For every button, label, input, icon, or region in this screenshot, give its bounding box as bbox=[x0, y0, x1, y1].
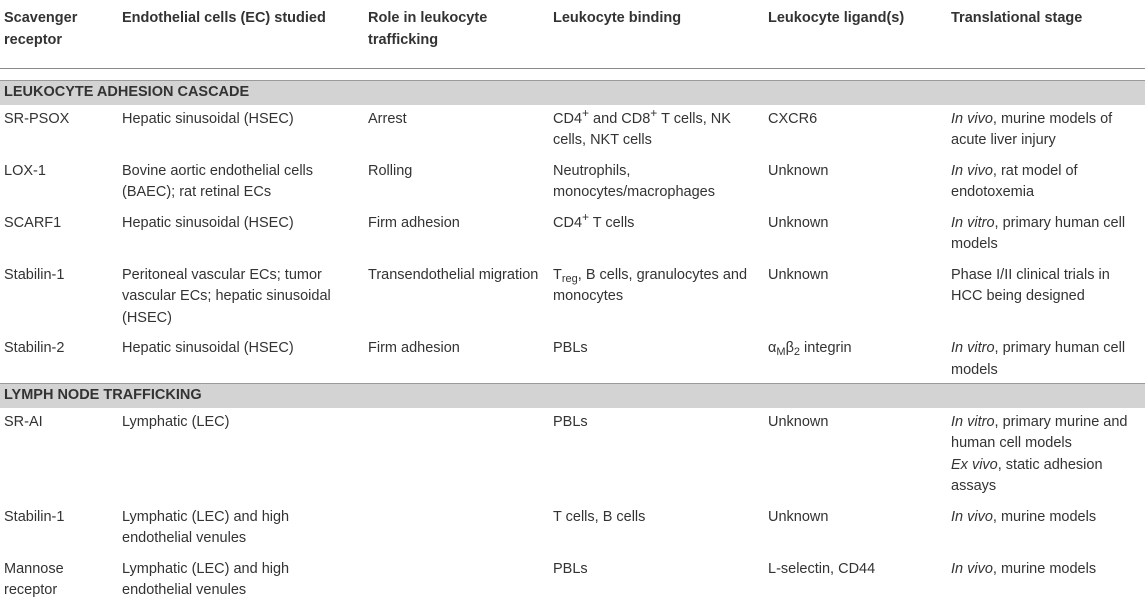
role-cell: Firm adhesion bbox=[368, 214, 460, 231]
stage-cell: In vivo, murine models bbox=[951, 560, 1097, 577]
ligand-cell: Unknown bbox=[768, 162, 829, 179]
stage-cell: In vitro, primary human cell models bbox=[951, 214, 1126, 252]
role-cell: Arrest bbox=[368, 110, 407, 127]
binding-cell: Neutrophils, monocytes/macrophages bbox=[553, 162, 715, 200]
section-header bbox=[0, 81, 1145, 105]
header-cell: Leukocyte binding bbox=[549, 0, 764, 69]
binding-cell: PBLs bbox=[553, 560, 588, 577]
role-cell bbox=[364, 555, 549, 607]
ligand-cell: Unknown bbox=[768, 413, 829, 430]
receptor-cell: Mannose receptor bbox=[4, 560, 64, 598]
stage-cell: In vitro, primary murine and human cell models Ex vivo, static adhesion assays bbox=[951, 413, 1128, 494]
binding-cell: PBLs bbox=[553, 340, 588, 356]
section-label: LEUKOCYTE ADHESION CASCADE bbox=[0, 81, 1145, 105]
stage-cell: Phase I/II clinical trials in HCC being designed bbox=[951, 266, 1110, 304]
header-cell: Role in leukocyte trafficking bbox=[364, 0, 549, 69]
ec-cell: Lymphatic (LEC) and high endothelial venules bbox=[122, 508, 290, 546]
ligand-cell: Unknown bbox=[768, 266, 829, 283]
receptor-cell: Stabilin-1 bbox=[4, 508, 65, 525]
table-row bbox=[0, 105, 1145, 157]
receptor-cell: Stabilin-1 bbox=[4, 266, 65, 283]
stage-cell: In vivo, rat model of endotoxemia bbox=[951, 162, 1078, 200]
stage-cell: In vivo, murine models of acute liver injury bbox=[951, 110, 1113, 148]
ec-cell: Lymphatic (LEC) and high endothelial venules bbox=[122, 560, 290, 598]
header-cell: Scavenger receptor bbox=[0, 0, 118, 69]
stage-cell: In vivo, murine models bbox=[951, 508, 1097, 525]
ec-cell: Bovine aortic endothelial cells (BAEC); rat retinal ECs bbox=[122, 162, 314, 200]
table-row bbox=[0, 157, 1145, 209]
header-row bbox=[0, 0, 1145, 69]
table-row bbox=[0, 408, 1145, 503]
role-cell: Rolling bbox=[368, 162, 413, 179]
receptor-cell: LOX-1 bbox=[4, 162, 46, 179]
ligand-cell: Unknown bbox=[768, 508, 829, 525]
ligand-cell: $\alpha_M\beta_2$ integrin bbox=[768, 340, 852, 358]
ec-cell: Lymphatic (LEC) bbox=[122, 413, 230, 430]
role-cell: Transendothelial migration bbox=[368, 266, 539, 283]
table-row bbox=[0, 503, 1145, 555]
ligand-cell: Unknown bbox=[768, 214, 829, 231]
section-header bbox=[0, 384, 1145, 408]
ec-cell: Hepatic sinusoidal (HSEC) bbox=[122, 340, 294, 356]
role-cell bbox=[364, 408, 549, 503]
receptor-cell: Stabilin-2 bbox=[4, 340, 65, 356]
ligand-cell: L-selectin, CD44 bbox=[768, 560, 876, 577]
binding-cell: $T_{reg}$, B cells, granulocytes and monocytes bbox=[553, 266, 748, 304]
binding-cell: PBLs bbox=[553, 413, 588, 430]
header-cell: Leukocyte ligand(s) bbox=[764, 0, 947, 69]
ec-cell: Peritoneal vascular ECs; tumor vascular ECs; hepatic sinusoidal (HSEC) bbox=[122, 266, 331, 326]
ec-cell: Hepatic sinusoidal (HSEC) bbox=[122, 110, 294, 127]
table-row bbox=[0, 334, 1145, 384]
header-cell: Translational stage bbox=[947, 0, 1145, 69]
binding-cell: CD4+ and CD8+ T cells, NK cells, NKT cells bbox=[553, 105, 731, 148]
table-row bbox=[0, 209, 1145, 261]
role-cell bbox=[364, 503, 549, 555]
ec-cell: Hepatic sinusoidal (HSEC) bbox=[122, 214, 294, 231]
header-cell: Endothelial cells (EC) studied bbox=[118, 0, 364, 69]
ligand-cell: CXCR6 bbox=[768, 110, 818, 127]
role-cell: Firm adhesion bbox=[368, 340, 460, 356]
receptor-cell: SR-PSOX bbox=[4, 110, 70, 127]
binding-cell: CD4+ T cells bbox=[553, 209, 635, 231]
receptor-cell: SR-AI bbox=[4, 413, 43, 430]
stage-cell: In vitro, primary human cell models bbox=[951, 340, 1126, 378]
receptor-cell: SCARF1 bbox=[4, 214, 62, 231]
binding-cell: T cells, B cells bbox=[553, 508, 646, 525]
table-row bbox=[0, 555, 1145, 607]
section-label: LYMPH NODE TRAFFICKING bbox=[0, 384, 1145, 408]
table-row bbox=[0, 261, 1145, 335]
